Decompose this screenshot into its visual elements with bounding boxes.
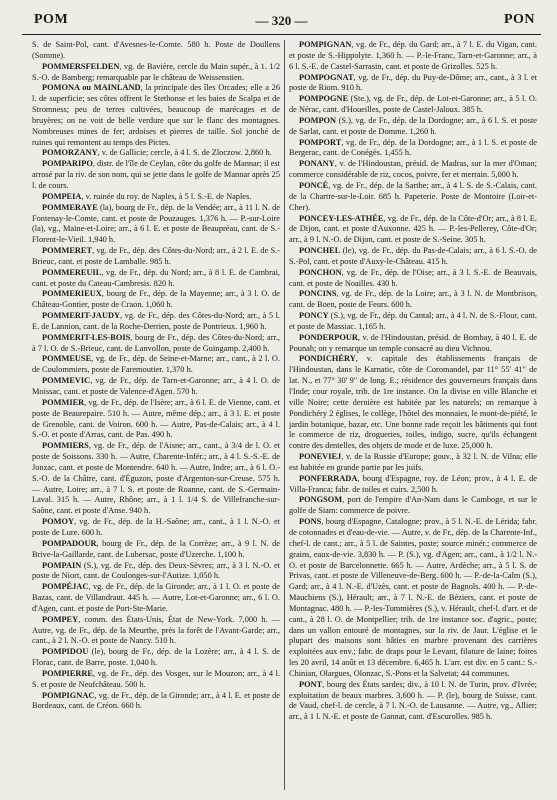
- entry-headword: PONDERPOUR: [299, 332, 358, 342]
- entry-text: , vg. de Fr., dép. de la Loire; arr., à 3 l. N. de Montbrison, cant. de Boen, poste de Feurs. 600 h.: [289, 289, 537, 310]
- entry-text: , v. de Gallicie; cercle, à 4 l. S. de Zloczow. 2,860 h.: [97, 148, 272, 158]
- dictionary-entry: [289, 94, 537, 116]
- dictionary-entry: [32, 159, 280, 192]
- entry-headword: PONCHEL: [299, 246, 341, 256]
- entry-headword: POMPOGNAT: [299, 72, 354, 82]
- entry-text: , v. de la Russie d'Europe; gouv., à 32 l. N. de Vilna; elle est habitée en grande partie par les juifs.: [289, 452, 537, 472]
- entry-text: , vg. de Fr., dép. de la Gironde; arr., à 4 l. E. et poste de Bordeaux, cant. de Créon. 660 h.: [32, 690, 280, 711]
- entry-headword: POMMEREUIL: [42, 267, 102, 277]
- entry-headword: PONCINS: [299, 289, 337, 299]
- entry-headword: POMMIER: [42, 397, 85, 407]
- entry-headword: POMPEY: [42, 614, 79, 624]
- entry-text: , vg. de Fr., dép. du Gard; arr., à 7 l. E. du Vigan, cant. et poste de S.-Hippolyte. 1,360 h. — P.-le-Franc, Tarn-et-Garonne; arr., à 6 l. S.-E. de Castel-Sarrasin, cant. et poste de Grizolles. 525 h.: [289, 40, 537, 71]
- dictionary-entry: [32, 192, 280, 203]
- entry-headword: POMPIERRE: [42, 668, 93, 678]
- running-head-left: POM: [34, 12, 69, 27]
- entry-headword: PONANY: [299, 159, 335, 169]
- entry-text: , vg. de Fr., dép. de Seine-et-Marne; arr., cant., à 2 l. O. de Coulommiers, poste de Faremoutier. 1,370 h.: [32, 354, 280, 375]
- entry-headword: POMMERIT-JAUDY: [42, 311, 121, 321]
- entry-text: , bourg de Fr., dép. de la Corrèze; arr., à 9 l. N. de Brive-la-Gaillarde, cant. de Lubersac, poste d'Uzerche. 1,100 h.: [32, 538, 280, 559]
- entry-headword: POMOY: [42, 517, 74, 527]
- dictionary-entry: [32, 268, 280, 290]
- header-rule: [22, 34, 541, 35]
- entry-headword: POMMEVIC: [42, 376, 91, 386]
- right-column: [289, 40, 537, 794]
- entry-text: (le), vg. de Fr., dép. du Pas-de-Calais; arr., à 6 l. S.-O. de S.-Pol, cant. et poste d'Auxy-le-Château. 415 h.: [289, 246, 537, 266]
- entry-headword: PONGSOM: [299, 495, 343, 505]
- entry-text: , vg. de Fr., dép. de la Sarthe; arr., à 4 l. S. de S.-Calais, cant. de la Chartre-sur-le-Loir. 685 h. Papeterie. Poste de Montoire (Loir-et-Cher).: [289, 180, 537, 212]
- dictionary-entry: [32, 691, 280, 713]
- entry-text: , vg. de Fr., dép. de la H.-Saône; arr., cant., à 1 l. N.-O. et poste de Lure. 600 h.: [32, 517, 280, 537]
- entry-text: (S.), vg. de Fr., dép. de la Dordogne; arr., à 6 l. S. et poste de Sarlat, cant. et poste de Domme. 1,260 h.: [289, 115, 537, 136]
- entry-text: , v. capitale des établissements français de l'Hindoustan, dans le Karnatic, côte de Coromandel, par 11° 55' 41" de lat. N., et 77° 30' 9" de long. E.; résidence des gouverneurs français dans l'Inde; cour royale, trib. de 1re instance. On la divise en ville Blanche et ville Noire; cette dernière est habitée par les naturels; on remarque à Pondichéry 2 églises, le collège, l'hôtel des monnaies, le mont-de-piété, le jardin botanique, bazar, etc. Une bonne rade reçoit les bâtiments qui font le commerce de riz, drogueries, toiles, indigo, sucre, qu'ils échangent contre des dentelles, des objets de mode et de luxe. 25,000 h.: [289, 354, 537, 451]
- entry-text: , comm. des États-Unis, État de New-York. 7,000 h. — Autre, vg. de Fr., dép. de la Meurthe, près la forêt de l'Avant-Garde; arr., cant., à 2 l. N.-O. et poste de Nancy. 510 h.: [32, 614, 280, 646]
- dictionary-entry: [32, 354, 280, 376]
- dictionary-entry: [32, 517, 280, 539]
- entry-headword: POMMIERS: [42, 441, 89, 451]
- entry-text: (Ste.), vg. de Fr., dép. de Lot-et-Garonne; arr., à 5 l. O. de Nérac, cant. d'Houeilles, poste de Castel-Jaloux. 385 h.: [289, 94, 537, 115]
- entry-headword: POMPON: [299, 115, 337, 125]
- dictionary-entry: [289, 495, 537, 517]
- entry-text: , port de l'empire d'An-Nam dans le Camboge, et sur le golfe de Siam: commerce de poivre.: [289, 495, 537, 516]
- entry-text: , v. de l'Hindoustan, présid. de Bombay, à 40 l. E. de Pounah; on y remarque un temple consacré au dieu Vichnou.: [289, 332, 537, 353]
- entry-text: , bourg d'Espagne, roy. de Léon; prov., à 4 l. E. de Villa-Franca; fabr. de toiles et cuirs. 2,500 h.: [289, 473, 537, 494]
- entry-text: , vg. de Fr., dép. du Nord; arr., à 8 l. E. de Cambrai, cant. et poste du Cateau-Cambresis. 820 h.: [32, 267, 280, 288]
- entry-text: , vg. de Fr., dép. de l'Aisne; arr., cant., à 3/4 de l. O. et poste de Soissons. 330 h. — Autre, Charente-Infér.; arr., à 4 l. S.-S.-E. de Jonzac, cant. et poste de Montendre. 640 h. — Autre, Indre; arr., à 6 l. O.-S.-O. de la Châtre, cant. d'Éguzon, poste d'Argenton-sur-Creuse. 575 h. — Autre, Loire; arr., à 7 l. S. et poste de Roanne, cant. de S.-Germain-Laval. 315 h. — Autre, Rhône; arr., à 1 l. 1/4 S. de Villefranche-sur-Saône, cant. et poste d'Anse. 940 h.: [32, 441, 280, 516]
- entry-text: , bourg de Fr., dép. des Côtes-du-Nord; arr., à 7 l. O. de S.-Brieuc, cant. de Lanvollon, poste de Guingamp. 2,400 h.: [32, 332, 280, 353]
- entry-headword: POMMERIT-LES-BOIS: [42, 332, 131, 342]
- dictionary-entry: [289, 159, 537, 181]
- entry-text: (S.), vg. de Fr., dép. du Cantal; arr., à 4 l. N. de S.-Flour, cant. et poste de Massiac. 1,165 h.: [289, 311, 537, 331]
- entry-text: , vg. de Fr., dép. de l'Isère; arr., à 6 l. E. de Vienne, cant. et poste de Beaurepaire. 510 h. — Autre, même dép.; arr., à 3 l. E. et poste de Grenoble, cant. de Voiron. 600 h. — Autre, Pas-de-Calais; arr., à 4 l. S.-O. et poste d'Arras, cant. de Pas. 490 h.: [32, 397, 280, 440]
- entry-headword: PONT: [299, 679, 323, 689]
- dictionary-entry: [289, 181, 537, 214]
- entry-headword: POMPADOUR: [42, 538, 97, 548]
- dictionary-entry: [289, 311, 537, 333]
- dictionary-entry: [289, 116, 537, 138]
- entry-headword: POMPIDOU: [42, 647, 89, 657]
- dictionary-entry: [289, 73, 537, 95]
- entry-text: , vg. de Fr., dép. de la Côte-d'Or; arr., à 8 l. E. de Dijon, cant. et poste d'Auxonne. 425 h. — P.-les-Pellerey, Côte-d'Or; arr., à 9 l. N.-O. de Dijon, cant. et poste de S.-Seine. 305 h.: [289, 213, 537, 245]
- entry-text: , bourg de Fr., dép. de la Mayenne; arr., à 3 l. O. de Château-Gontier, poste de Craon. 1,060 h.: [32, 289, 280, 310]
- dictionary-entry: [32, 669, 280, 691]
- dictionary-entry: [32, 398, 280, 441]
- entry-text: , bourg des États sardes; div., à 10 l. N. de Turin, prov. d'Ivrée; exploitation de beaux marbres. 3,600 h. — P. (le), bourg de Suisse, cant. de Vaud, chef-l. de cercle, à 7 l. N.-O. de Lausanne. — Autre, vg., Allier; arr., à 1 l. N.-E. et poste de Gannat, cant. d'Escurolles. 985 h.: [289, 679, 537, 722]
- dictionary-entry: [32, 376, 280, 398]
- entry-text: , vg. de Fr., dép. de l'Oise; arr., à 3 l. S.-E. de Beauvais, cant. et poste de Noailles. 430 h.: [289, 267, 537, 288]
- dictionary-entry: [32, 582, 280, 615]
- dictionary-entry: [289, 452, 537, 474]
- entry-text: , bourg d'Espagne, Catalogne; prov., à 5 l. N.-E. de Lérida; fabr. de cotonnades et d'eau-de-vie. — Autre, v. de Fr., dép. de la Charente-Inf., chef-l. de cant.; arr., à 5 l. de Saintes, poste; source minér.; commerce de grains, eaux-de-vie. 3,830 h. — P. (S.), vg. d'Agen; arr., cant., à 1/2 l. N.-O. et poste de Barcelonnette. 665 h. — Autre, Ardèche; arr., à 5 l. S. de Privas, cant. et poste de Villeneuve-de-Berg. 600 h. — P.-de-la-Calm (S.), Gard; arr., à 4 l. N.-E. d'Uzès, cant. et poste de Bagnols. 400 h. — P.-de-Mauchiens (S.), Hérault; arr., à 7 l. N.-E. de Béziers, cant. et poste de Montagnac. 480 h. — P.-les-Tommières (S.), v. Hérault, chef-l. d'arr. et de cant., à 28 l. O. de Montpellier; trib. de 1re instance soc. d'agric., poste; dans un vallon entouré de montagnes, sur la riv. de Jaur. L'église et le plupart des maisons sont bâties en marbre provenant des carrières exploitées aux env.; fabr. de draps pour le Levant, filature de laine; foires les 20 avril, 14 août et 13 décembre. 6,465 h. L'arr. est div. en 5 cant.: S.-Chinian, Olargues, Olonzac, S.-Pons et la Salvetat; 44 communes.: [289, 517, 537, 678]
- dictionary-entry: [289, 138, 537, 160]
- entry-headword: POMMERAYE: [42, 202, 98, 212]
- entry-headword: PONCY: [299, 311, 329, 321]
- entry-text: , vg. de Fr., dép. de la Dordogne; arr., à 1 l. S. et poste de Bergerac, cant. de Conégès. 1,455 h.: [289, 137, 537, 158]
- dictionary-entry: [32, 441, 280, 517]
- entry-text: , vg. de Bavière, cercle du Main supér., à 1. 1/2 S.-O. de Bamberg; remarquable par le château de Weissenstien.: [32, 61, 280, 82]
- entry-headword: PONCEY-LES-ATHÉE: [299, 213, 384, 223]
- entry-headword: POMMERET: [42, 246, 93, 256]
- entry-headword: POMPARIPO: [42, 159, 93, 169]
- entry-headword: POMONA ou MAINLAND: [42, 83, 141, 93]
- entry-headword: PONCHON: [299, 267, 342, 277]
- entry-headword: PONFERRADA: [299, 473, 358, 483]
- entry-text: (la), bourg de Fr., dép. de la Vendée; arr., à 11 l. N. de Fontenay-le-Comte, cant. et poste de Pouzauges. 1,376 h. — P.-sur-Loire (la), vg., Maine-et-Loire; arr., à 6 l. E. et poste de Beaupréau, cant. de S.-Florent-le-Vieil. 1,940 h.: [32, 202, 280, 245]
- entry-text: (le), bourg de Fr., dép. de la Lozère; arr., à 4 l. S. de Florac, cant. de Barre, poste. 1,040 h.: [32, 647, 280, 668]
- dictionary-entry: [289, 40, 537, 73]
- entry-headword: PONS: [299, 517, 322, 527]
- entry-text: , vg. de Fr., dép. des Côtes-du-Nord; arr., à 5 l. E. de Lannion, cant. de la Roche-Derrien, poste de Pontrieux. 1,960 h.: [32, 311, 280, 331]
- entry-headword: POMPÉJAC: [42, 582, 89, 592]
- dictionary-entry: [289, 246, 537, 268]
- dictionary-entry: [32, 561, 280, 583]
- entry-headword: PONDICHÉRY: [299, 354, 356, 364]
- entry-text: , vg. de Fr., dép. de la Gironde; arr., à 1 l. O. et poste de Bazas, cant. de Villandraut. 445 h. — Autre, Lot-et-Garonne; arr., 6 l. O. d'Agen, cant. et poste de Port-Ste-Marie.: [32, 582, 280, 613]
- dictionary-entry: [32, 289, 280, 311]
- entry-text: , vg. de Fr., dép. des Côtes-du-Nord; arr., à 2 l. E. de S.-Brieuc, cant. et poste de Lamballe. 985 h.: [32, 246, 280, 266]
- dictionary-entry: [289, 214, 537, 247]
- page-number: — 320 —: [255, 13, 308, 28]
- entry-text: , distr. de l'île de Ceylan, côte du golfe de Mannar; il est arrosé par la riv. de son nom, qui se jette dans le golfe de Mannar après 25 l. de cours.: [32, 159, 280, 190]
- dictionary-entry: [289, 268, 537, 290]
- dictionary-entry: [289, 333, 537, 355]
- entry-headword: POMMERIEUX: [42, 289, 102, 299]
- running-head-right: PON: [503, 12, 535, 27]
- entry-headword: PONEVIEJ: [299, 452, 342, 462]
- dictionary-entry: [289, 474, 537, 496]
- entry-headword: POMPIGNAN: [299, 40, 352, 49]
- entry-headword: POMMERSFELDEN: [42, 61, 120, 71]
- entry-headword: POMPAIN: [42, 560, 82, 570]
- dictionary-entry: [32, 539, 280, 561]
- left-column: [32, 40, 280, 794]
- dictionary-entry: [32, 246, 280, 268]
- entry-text: (S.), vg. de Fr., dép. des Deux-Sèvres; arr., à 3 l. N.-O. et poste de Niort, cant. de Coulonges-sur-l'Autize. 1,050 h.: [32, 560, 280, 581]
- entry-text: , v. de l'Hindoustan, présid. de Madras, sur la mer d'Oman; commerce considérable de riz, cocos, poivre, fer et merrain. 5,000 h.: [289, 159, 537, 180]
- dictionary-entry: [289, 289, 537, 311]
- dictionary-entry: [32, 333, 280, 355]
- dictionary-entry: [32, 647, 280, 669]
- dictionary-entry: [289, 680, 537, 723]
- entry-text: , la principale des îles Orcades; elle a 26 l. de superficie; ses côtes offrent le Stethonse et les baies de Scalpa et de Stromness; peu de terres cultivées, beaucoup de marécages et de bruyères; on ne voit de belle verdure que sur le flanc des montagnes. Nombreuses mines de fer; ardoises et pierres de taille. Sol jonché de ruines qui remontent au temps des Pictes.: [32, 83, 280, 147]
- entry-text: S. de Saint-Pol, cant. d'Avesnes-le-Comte. 580 h. Poste de Doullens (Somme).: [32, 40, 280, 60]
- dictionary-entry: [32, 148, 280, 159]
- entry-headword: PONCÉ: [299, 180, 329, 190]
- dictionary-entry: [32, 203, 280, 246]
- dictionary-entry: [32, 83, 280, 148]
- dictionary-entry: [32, 62, 280, 84]
- dictionary-entry: [289, 517, 537, 680]
- page-header: [22, 12, 541, 32]
- column-divider: [284, 40, 285, 790]
- entry-headword: POMPIGNAC: [42, 690, 95, 700]
- entry-text: , vg. de Fr., dép. du Puy-de-Dôme; arr., cant., à 3 l. et poste de Riom. 910 h.: [289, 72, 537, 93]
- entry-text: , vg. de Fr., dép. de Tarn-et-Garonne; arr., à 4 l. O. de Moissac, cant. et poste de Valence-d'Agen. 570 h.: [32, 376, 280, 396]
- entry-text: , v. ruinée du roy. de Naples, à 5 l. S.-E. de Naples.: [81, 191, 252, 201]
- entry-headword: POMMEUSE: [42, 354, 92, 364]
- dictionary-entry: [32, 311, 280, 333]
- entry-headword: POMPORT: [299, 137, 342, 147]
- entry-text: , vg. de Fr., dép. des Vosges, sur le Mouzon; arr., à 4 l. S. et poste de Neufchâteau. 500 h.: [32, 668, 280, 689]
- entry-headword: POMORZANY: [42, 148, 98, 158]
- entry-headword: POMPOGNE: [299, 94, 349, 104]
- entry-headword: POMPEIA: [42, 191, 82, 201]
- dictionary-entry: [289, 354, 537, 452]
- dictionary-entry: [32, 40, 280, 62]
- dictionary-entry: [32, 615, 280, 648]
